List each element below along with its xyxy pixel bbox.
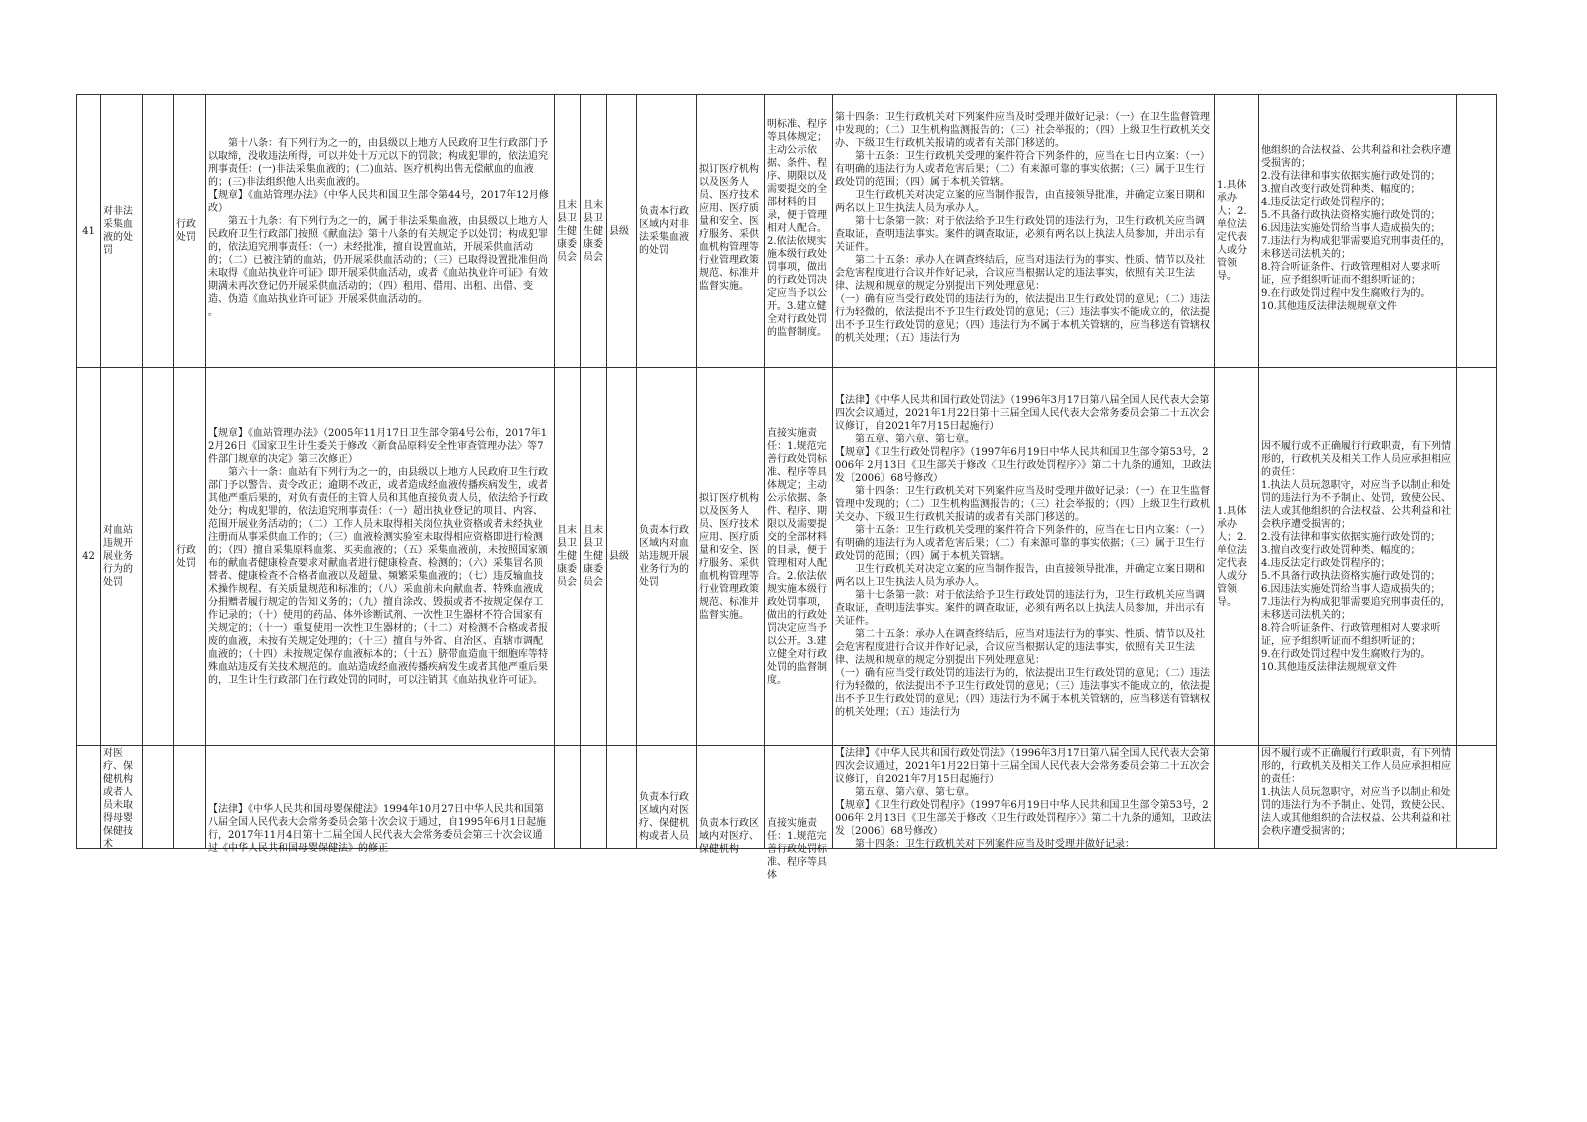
liability-item: 6.因违法实施处罚给当事人造成损失的； — [1261, 222, 1441, 234]
basis-para: 。 — [208, 307, 218, 318]
implementing-dept: 且末县卫生健康委员会 — [555, 95, 581, 368]
implementation-text: 明标准、程序等具体规定；主动公示依据、条件、程序、期限以及需要提交的全部材料的目录，便于管理相对人配合。2.依法依规实施本级行政处罚事项，做出的行政处罚决定应当予以公开。3.建立健全对行政处罚的监督制度。 — [767, 118, 827, 338]
row-number: 41 — [77, 95, 101, 368]
row-number: 42 — [77, 368, 101, 746]
responsible-subject — [1215, 746, 1259, 849]
implementation-duty — [765, 746, 833, 881]
implementation-duty — [765, 95, 833, 368]
responsible-subject: 1.具体承办人；2.单位法定代表人或分管领导。 — [1215, 95, 1259, 368]
liability-cases — [1259, 95, 1457, 368]
legal-basis — [206, 746, 555, 854]
basis-para: 第十八条：有下列行为之一的，由县级以上地方人民政府卫生行政部门予以取缔，没收违法所得，可以并处十万元以下的罚款；构成犯罪的，依法追究刑事责任：(一)非法采集血液的；(二)血站、医疗机构出售无偿献血的血液的；(三)非法组织他人出卖血液的。 — [208, 138, 548, 188]
liability-item: 8.符合听证条件、行政管理相对人要求听证，应予组织听证而不组织听证的； — [1261, 261, 1441, 286]
spacer-cell — [143, 746, 174, 849]
liability-item: 2.没有法律和事实依据实施行政处罚的； — [1261, 170, 1441, 182]
liability-item: 9.在行政处罚过程中发生腐败行为的。 — [1261, 648, 1431, 660]
power-list-table — [76, 94, 1497, 881]
item-type — [174, 746, 206, 849]
responsibility — [697, 746, 765, 855]
table-row — [77, 368, 1497, 746]
responsibility-text: 拟订医疗机构以及医务人员、医疗技术应用、医疗质量和安全、医疗服务、采供血机构管理等行业管理政策规范、标准并监督实施。 — [699, 164, 759, 292]
procedure-para: （一）确有应当受行政处罚的违法行为的，依法提出卫生行政处罚的意见；（二）违法行为轻微的，依法提出不予卫生行政处罚的意见；（三）违法事实不能成立的，依法提出不予卫生行政处罚的意见；（四）违法行为不属于本机关管辖的，应当移送有管辖权的机关处理；（五）违法行为 — [835, 294, 1210, 344]
basis-para: 【规章】《血站管理办法》（中华人民共和国卫生部令第44号，2017年12月修改） — [208, 190, 549, 214]
remarks-cell — [1457, 95, 1497, 368]
liability-item: 7.违法行为构成犯罪需要追究刑事责任的，未移送司法机关的； — [1261, 235, 1451, 260]
liability-item: 9.在行政处罚过程中发生腐败行为的。 — [1261, 287, 1431, 299]
procedure-para: 第五章、第六章、第七章。 — [855, 787, 975, 798]
responsible-subject: 1.具体承办人；2.单位法定代表人或分管领导。 — [1215, 368, 1259, 746]
procedure-para: 卫生行政机关对决定立案的应当制作报告，由直接领导批准，并确定立案日期和两名以上卫生执法人员为承办人。 — [835, 190, 1205, 214]
procedure-para: 第五章、第六章、第七章。 — [855, 434, 975, 445]
procedure-para: 第二十五条：承办人在调查终结后，应当对违法行为的事实、性质、情节以及社会危害程度进行合议并作好记录，合议应当根据认定的违法事实，依照有关卫生法律、法规和规章的规定分别提出下列处理意见： — [835, 629, 1205, 666]
procedure-basis — [833, 746, 1215, 849]
liability-item: 3.擅自改变行政处罚种类、幅度的； — [1261, 183, 1421, 195]
item-type: 行政处罚 — [174, 368, 206, 746]
item-name: 对血站违规开展业务行为的处罚 — [101, 368, 143, 746]
responsible-dept: 且末县卫生健康委员会 — [581, 95, 607, 368]
liability-item: 5.不具备行政执法资格实施行政处罚的； — [1261, 209, 1441, 221]
responsibility: 拟订医疗机构以及医务人员、医疗技术应用、医疗质量和安全、医疗服务、采供血机构管理等行业管理政策规范、标准并监督实施。 — [697, 368, 765, 746]
liability-cases — [1259, 368, 1457, 746]
basis-para: 【规章】《血站管理办法》（2005年11月17日卫生部令第4号公布，2017年12月26日《国家卫生计生委关于修改〈新食品原料安全性审查管理办法〉等7件部门规章的决定》第三次修正） — [208, 427, 548, 465]
admin-level: 县级 — [607, 95, 637, 368]
remarks-cell — [1457, 746, 1497, 849]
duty-scope: 负责本行政区域内对非法采集血液的处罚 — [637, 95, 697, 368]
responsibility — [697, 95, 765, 368]
procedure-para: 【法律】《中华人民共和国行政处罚法》（1996年3月17日第八届全国人民代表大会第四次会议通过，2021年1月22日第十三届全国人民代表大会常务委员会第二十五次会议修订，自2021年7月15日起施行） — [835, 395, 1210, 432]
liability-item: 2.没有法律和事实依据实施行政处罚的； — [1261, 531, 1441, 543]
admin-level: 县级 — [607, 368, 637, 746]
procedure-para: 【规章】《卫生行政处罚程序》（1997年6月19日中华人民共和国卫生部令第53号，2006年 2月13日《卫生部关于修改〈卫生行政处罚程序〉》第二十九条的通知，卫政法发〔2006〕68号修改） — [835, 800, 1212, 837]
implementation-text: 直接实施责任：1.规范完善行政处罚标准、程序等具体 — [767, 818, 827, 881]
table-row — [77, 746, 1497, 849]
table-row — [77, 95, 1497, 368]
basis-para: 第六十一条：血站有下列行为之一的，由县级以上地方人民政府卫生行政部门予以警告、责令改正；逾期不改正，或者造成经血液传播疾病发生，或者其他严重后果的，对负有责任的主管人员和其他直接负责人员，依法给予行政处分；构成犯罪的，依法追究刑事责任：（一）超出执业登记的项目、内容、范围开展业务活动的；（二）工作人员未取得相关岗位执业资格或者未经执业注册而从事采供血工作的；（三）血液检测实验室未取得相应资格即进行检测的；（四）擅自采集原料血浆、买卖血液的；（五）采集血液前，未按照国家颁布的献血者健康检查要求对献血者进行健康检查、检测的；（六）采集冒名顶替者、健康检查不合格者血液以及超量、频繁采集血液的；（七）违反输血技术操作规程、有关质量规范和标准的；（八）采血前未向献血者、特殊血液成分捐赠者履行规定的告知义务的；（九）擅自涂改、毁损或者不按规定保存工作记录的；（十）使用的药品、体外诊断试剂、一次性卫生器材不符合国家有关规定的；（十一）重复使用一次性卫生器材的；（十二）对检测不合格或者报废的血液，未按有关规定处理的；（十三）擅自与外省、自治区、直辖市调配血液的；（十四）未按规定保存血液标本的；（十五）脐带血造血干细胞库等特殊血站违反有关技术规范的。血站造成经血液传播疾病发生或者其他严重后果的，卫生计生行政部门在行政处罚的同时，可以注销其《血站执业许可证》。 — [208, 466, 548, 686]
procedure-para: 第十四条：卫生行政机关对下列案件应当及时受理并做好记录：（一）在卫生监督管理中发现的；（二）卫生机构监测报告的；（三）社会举报的；（四）上级卫生行政机关交办、下级卫生行政机关报请的或者有关部门移送的。 — [835, 112, 1210, 149]
procedure-para: （一）确有应当受行政处罚的违法行为的，依法提出卫生行政处罚的意见；（二）违法行为轻微的，依法提出不予卫生行政处罚的意见；（三）违法事实不能成立的，依法提出不予卫生行政处罚的意见；（四）违法行为不属于本机关管辖的，应当移送有管辖权的机关处理；（五）违法行为 — [835, 668, 1210, 718]
duty-scope-text: 负责本行政区域内对医疗、保健机构或者人员 — [639, 792, 689, 842]
liability-item: 4.违反法定行政处罚程序的； — [1261, 196, 1391, 208]
implementing-dept: 且末县卫生健康委员会 — [555, 368, 581, 746]
basis-para: 【法律】《中华人民共和国母婴保健法》1994年10月27日中华人民共和国第八届全国人民代表大会常务委员会第十次会议于通过，自1995年6月1日起施行，2017年11月4日第十二届全国人民代表大会常务委员会第三十次会议通过《中华人民共和国母婴保健法》的修正 — [208, 804, 547, 854]
item-name-text: 对医疗、保健机构或者人员未取得母婴保健技术 — [103, 748, 133, 850]
liability-item: 1.执法人员玩忽职守，对应当予以制止和处罚的违法行为不予制止、处罚，致使公民、法人或其他组织的合法权益、公共利益和社会秩序遭受损害的； — [1261, 787, 1451, 837]
legal-basis — [206, 368, 555, 746]
liability-item: 3.擅自改变行政处罚种类、幅度的； — [1261, 544, 1421, 556]
procedure-para: 【法律】《中华人民共和国行政处罚法》（1996年3月17日第八届全国人民代表大会第四次会议通过，2021年1月22日第十三届全国人民代表大会常务委员会第二十五次会议修订，自2021年7月15日起施行） — [835, 748, 1210, 785]
procedure-para: 第十七条第一款：对于依法给予卫生行政处罚的违法行为，卫生行政机关应当调查取证，查明违法事实。案件的调查取证，必须有两名以上执法人员参加，并出示有关证件。 — [835, 216, 1205, 253]
liability-item: 他组织的合法权益、公共利益和社会秩序遭受损害的； — [1261, 144, 1451, 169]
item-name: 对非法采集血液的处罚 — [101, 95, 143, 368]
procedure-para: 第十五条：卫生行政机关受理的案件符合下列条件的，应当在七日内立案：（一）有明确的违法行为人或者危害后果；（二）有来源可靠的事实依据；（三）属于卫生行政处罚的范围；（四）属于本机关管辖。 — [835, 151, 1210, 188]
liability-item: 因不履行或不正确履行行政职责，有下列情形的，行政机关及相关工作人员应承担相应的责任： — [1261, 440, 1451, 478]
liability-item: 6.因违法实施处罚给当事人造成损失的； — [1261, 583, 1441, 595]
procedure-para: 卫生行政机关对决定立案的应当制作报告，由直接领导批准，并确定立案日期和两名以上卫生执法人员为承办人。 — [835, 564, 1205, 588]
liability-item: 8.符合听证条件、行政管理相对人要求听证，应予组织听证而不组织听证的； — [1261, 622, 1441, 647]
duty-scope: 负责本行政区域内对血站违规开展业务行为的处罚 — [637, 368, 697, 746]
basis-para: 第五十九条：有下列行为之一的，属于非法采集血液，由县级以上地方人民政府卫生行政部门按照《献血法》第十八条的有关规定予以处罚；构成犯罪的，依法追究刑事责任：（一）未经批准，擅自设置血站，开展采供血活动的；（二）已被注销的血站，仍开展采供血活动的；（三）已取得设置批准但尚未取得《血站执业许可证》即开展采供血活动，或者《血站执业许可证》有效期满未再次登记仍开展采供血活动的；（四）租用、借用、出租、出借、变造、伪造《血站执业许可证》开展采供血活动的。 — [208, 216, 548, 305]
item-type: 行政处罚 — [174, 95, 206, 368]
admin-level — [607, 746, 637, 849]
responsible-dept: 且末县卫生健康委员会 — [581, 368, 607, 746]
implementing-dept — [555, 746, 581, 849]
row-number — [77, 746, 101, 849]
procedure-para: 第十四条：卫生行政机关对下列案件应当及时受理并做好记录： — [855, 839, 1135, 850]
procedure-para: 第十七条第一款：对于依法给予卫生行政处罚的违法行为，卫生行政机关应当调查取证，查明违法事实。案件的调查取证，必须有两名以上执法人员参加，并出示有关证件。 — [835, 590, 1205, 627]
spacer-cell — [143, 95, 174, 368]
liability-item: 1.执法人员玩忽职守，对应当予以制止和处罚的违法行为不予制止、处罚，致使公民、法人或其他组织的合法权益、公共利益和社会秩序遭受损害的； — [1261, 479, 1451, 530]
implementation-duty: 直接实施责任：1.规范完善行政处罚标准、程序等具体规定；主动公示依据、条件、程序、期限以及需要提交的全部材料的目录，便于管理相对人配合。2.依法依规实施本级行政处罚事项，做出的行政处罚决定应当予以公开。3.建立健全对行政处罚的监督制度。 — [765, 368, 833, 746]
liability-item: 10.其他违反法律法规规章文件 — [1261, 661, 1397, 673]
responsibility-text: 负责本行政区域内对医疗、保健机构 — [699, 818, 759, 855]
duty-scope — [637, 746, 697, 849]
liability-item: 5.不具备行政执法资格实施行政处罚的； — [1261, 570, 1441, 582]
liability-item: 因不履行或不正确履行行政职责，有下列情形的，行政机关及相关工作人员应承担相应的责任： — [1261, 748, 1451, 785]
liability-item: 7.违法行为构成犯罪需要追究刑事责任的，未移送司法机关的； — [1261, 596, 1451, 621]
liability-item: 10.其他违反法律法规规章文件 — [1261, 300, 1397, 312]
procedure-basis — [833, 95, 1215, 368]
liability-item: 4.违反法定行政处罚程序的； — [1261, 557, 1391, 569]
procedure-para: 第十五条：卫生行政机关受理的案件符合下列条件的，应当在七日内立案：（一）有明确的违法行为人或者危害后果；（二）有来源可靠的事实依据；（三）属于卫生行政处罚的范围；（四）属于本机关管辖。 — [835, 525, 1210, 562]
legal-basis — [206, 95, 555, 368]
procedure-para: 【规章】《卫生行政处罚程序》（1997年6月19日中华人民共和国卫生部令第53号，2006年 2月13日《卫生部关于修改〈卫生行政处罚程序〉》第二十九条的通知，卫政法发〔2006〕68号修改） — [835, 447, 1212, 484]
procedure-basis — [833, 368, 1215, 746]
remarks-cell — [1457, 368, 1497, 746]
liability-cases — [1259, 746, 1457, 849]
spacer-cell — [143, 368, 174, 746]
item-name — [101, 746, 143, 849]
procedure-para: 第二十五条：承办人在调查终结后，应当对违法行为的事实、性质、情节以及社会危害程度进行合议并作好记录，合议应当根据认定的违法事实，依照有关卫生法律、法规和规章的规定分别提出下列处理意见： — [835, 255, 1205, 292]
procedure-para: 第十四条：卫生行政机关对下列案件应当及时受理并做好记录：（一）在卫生监督管理中发现的；（二）卫生机构监测报告的；（三）社会举报的；（四）上级卫生行政机关交办、下级卫生行政机关报请的或者有关部门移送的。 — [835, 486, 1210, 523]
responsible-dept — [581, 746, 607, 849]
